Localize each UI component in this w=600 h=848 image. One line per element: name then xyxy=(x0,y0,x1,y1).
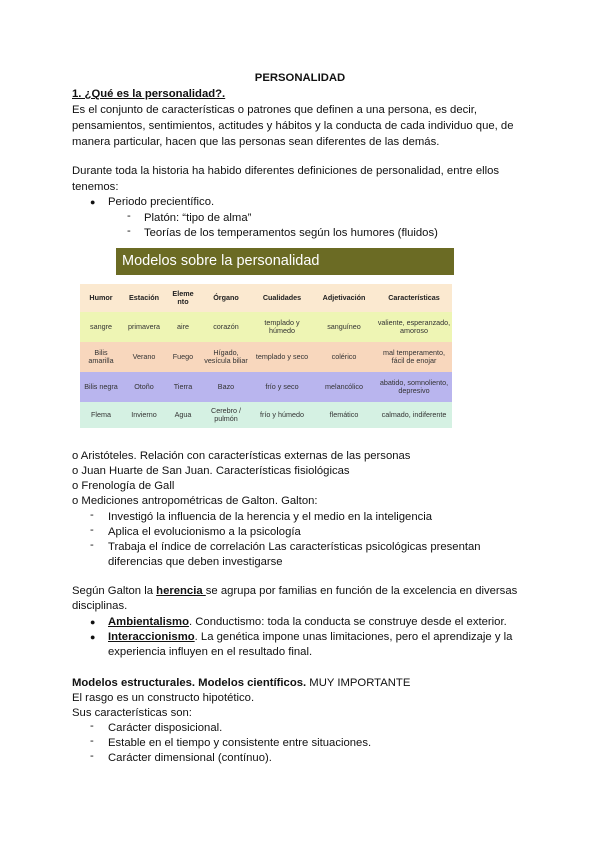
table-cell: Bilis negra xyxy=(84,382,118,391)
paragraph-line: disciplinas. xyxy=(72,600,128,612)
table-cell: valiente, esperanzado, amoroso xyxy=(377,318,451,335)
list-item: Trabaja el índice de correlación Las características psicológicas presentan xyxy=(108,541,481,553)
table-cell: Fuego xyxy=(172,352,194,361)
header-text: nto xyxy=(177,297,189,306)
table-cell: Verano xyxy=(132,352,156,361)
section-heading: 1. ¿Qué es la personalidad?. xyxy=(72,88,226,100)
table-cell: frío y seco xyxy=(265,382,299,391)
text-run: MUY IMPORTANTE xyxy=(306,677,411,689)
table-header-cell: Cualidades xyxy=(252,284,312,312)
paragraph-line: El rasgo es un constructo hipotético. xyxy=(72,692,255,704)
header-text: Eleme xyxy=(172,289,194,298)
text-run-emphasis: Interaccionismo xyxy=(108,631,195,643)
table-header-cell: Estación xyxy=(122,284,166,312)
table-cell: calmado, indiferente xyxy=(381,410,447,419)
bullet-icon: ● xyxy=(90,197,96,207)
list-item: experiencia influyen en el resultado final. xyxy=(108,646,313,658)
section-heading xyxy=(72,675,410,691)
text-run-emphasis: Ambientalismo xyxy=(108,616,189,628)
text-run: . La genética impone unas limitaciones, pero el aprendizaje y la xyxy=(194,631,513,643)
table-cell: Agua xyxy=(174,410,192,419)
dash-icon: - xyxy=(90,720,94,732)
text-run-emphasis: Modelos estructurales. Modelos científicos. xyxy=(72,677,307,689)
paragraph-line: Durante toda la historia ha habido diferentes definiciones de personalidad, entre ellos xyxy=(72,165,500,177)
paragraph-line xyxy=(72,583,517,599)
table-row xyxy=(80,342,452,372)
dash-icon: - xyxy=(90,750,94,762)
dash-icon: - xyxy=(90,735,94,747)
table-cell: Hígado, vesícula biliar xyxy=(204,348,248,365)
paragraph-line: manera particular, hacen que las personas sean diferentes de las demás. xyxy=(72,136,440,148)
list-item: Investigó la influencia de la herencia y el medio en la inteligencia xyxy=(108,511,433,523)
table-header-cell: Humor xyxy=(80,284,122,312)
table-cell: colérico xyxy=(331,352,357,361)
table-cell: templado y húmedo xyxy=(264,318,300,335)
text-run: . Conductismo: toda la conducta se construye desde el exterior. xyxy=(188,616,507,628)
paragraph-line: pensamientos, sentimientos, actitudes y hábitos y la conducta de cada individuo que, de xyxy=(72,120,514,132)
paragraph-line: Es el conjunto de características o patrones que definen a una persona, es decir, xyxy=(72,104,478,116)
table-header-cell: Adjetivación xyxy=(312,284,376,312)
dash-icon: - xyxy=(90,509,94,521)
list-item: Carácter dimensional (contínuo). xyxy=(108,752,272,764)
table-cell: Flema xyxy=(91,410,111,419)
table-cell: sanguíneo xyxy=(327,322,361,331)
table-row xyxy=(80,312,452,342)
table-cell: aire xyxy=(177,322,189,331)
table-header-cell: Órgano xyxy=(200,284,252,312)
table-cell: sangre xyxy=(90,322,112,331)
table-row xyxy=(80,402,452,428)
dash-icon: - xyxy=(90,539,94,551)
list-item: diferencias que deben investigarse xyxy=(108,556,283,568)
humors-table xyxy=(80,284,452,428)
table-cell: abatido, somnoliento, depresivo xyxy=(379,378,449,395)
table-cell: primavera xyxy=(128,322,160,331)
table-cell: Invierno xyxy=(131,410,157,419)
table-cell: Bazo xyxy=(217,382,235,391)
list-item: Estable en el tiempo y consistente entre situaciones. xyxy=(108,737,372,749)
table-cell: mal temperamento, fácil de enojar xyxy=(383,348,445,365)
text-run: Según Galton la xyxy=(72,585,157,597)
text-run: se agrupa por familias en función de la excelencia en diversas xyxy=(205,585,518,597)
dash-icon: - xyxy=(90,524,94,536)
list-item: o Frenología de Gall xyxy=(72,480,175,492)
list-item: o Juan Huarte de San Juan. Características fisiológicas xyxy=(72,465,350,477)
list-item: Platón: “tipo de alma” xyxy=(144,212,252,224)
list-item: o Mediciones antropométricas de Galton. Galton: xyxy=(72,495,318,507)
dash-icon: - xyxy=(127,210,131,222)
table-cell: frío y húmedo xyxy=(260,410,304,419)
table-cell: Tierra xyxy=(173,382,193,391)
text-run-emphasis: herencia xyxy=(156,585,206,597)
table-cell: corazón xyxy=(213,322,239,331)
list-item: Carácter disposicional. xyxy=(108,722,223,734)
list-item: Periodo precientífico. xyxy=(108,196,215,208)
bullet-icon: ● xyxy=(90,632,96,642)
list-item xyxy=(108,614,507,630)
table-row xyxy=(80,372,452,402)
list-item: Aplica el evolucionismo a la psicología xyxy=(108,526,301,538)
table-header-row xyxy=(80,284,452,312)
table-cell: Cerebro / pulmón xyxy=(211,406,241,423)
table-cell: melancólico xyxy=(325,382,363,391)
paragraph-line: tenemos: xyxy=(72,181,119,193)
list-item: Teorías de los temperamentos según los humores (fluidos) xyxy=(144,227,438,239)
table-cell: flemático xyxy=(329,410,359,419)
table-header-cell: Características xyxy=(376,284,452,312)
table-cell: Otoño xyxy=(134,382,154,391)
table-header-cell xyxy=(166,284,200,312)
humors-table-figure xyxy=(74,248,454,430)
list-item xyxy=(108,629,512,645)
table-cell: templado y seco xyxy=(255,352,309,361)
page-title: PERSONALIDAD xyxy=(254,72,346,84)
list-item: o Aristóteles. Relación con características externas de las personas xyxy=(72,450,411,462)
table-cell: Bilis amarilla xyxy=(88,348,114,365)
dash-icon: - xyxy=(127,225,131,237)
paragraph-line: Sus características son: xyxy=(72,707,192,719)
table-caption: Modelos sobre la personalidad xyxy=(116,248,454,275)
bullet-icon: ● xyxy=(90,617,96,627)
